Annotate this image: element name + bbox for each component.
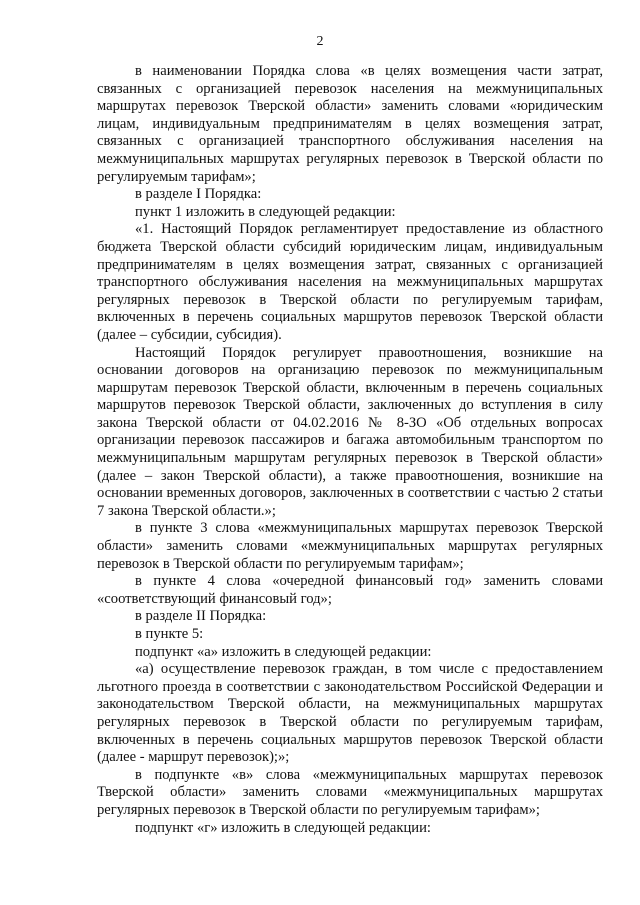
paragraph-section-1-heading: в разделе I Порядка: <box>135 186 262 203</box>
paragraph-title-amendment: в наименовании Порядка слова «в целях возмещения части затрат, связанных с организацией перевозок населения на межмуниципальных маршрутах перевозок Тверской области» заменить словами «юридическим лицам, индивидуальным предпринимателям в целях возмещения затрат, связанных с организацией транспортного обслуживания населения на межмуниципальных маршрутах регулярных перевозок в Тверской области по регулируемым тарифам»; <box>97 63 603 185</box>
document-body <box>97 63 603 837</box>
paragraph-legal-relations: Настоящий Порядок регулирует правоотношения, возникшие на основании договоров на организацию перевозок по межмуниципальным маршрутам перевозок Тверской области, включенным в перечень социальных маршрутов перевозок Тверской области, заключенных до вступления в силу закона Тверской области от 04.02.2016 № 8-ЗО «Об отдельных вопросах организации перевозок пассажиров и багажа автомобильным транспортом по межмуниципальным маршрутам регулярных перевозок в Тверской области» (далее – закон Тверской области), а также правоотношения, возникшие на основании временных договоров, заключенных в соответствии с частью 2 статьи 7 закона Тверской области.»; <box>97 344 603 519</box>
paragraph-item-4: в пункте 4 слова «очередной финансовый год» заменить словами «соответствующий финансовый год»; <box>97 573 603 607</box>
paragraph-subitem-g-intro: подпункт «г» изложить в следующей редакции: <box>135 819 431 836</box>
paragraph-subitem-v: в подпункте «в» слова «межмуниципальных маршрутах перевозок Тверской области» заменить словами «межмуниципальных маршрутах регулярных перевозок в Тверской области по регулируемым тарифам»; <box>97 766 603 818</box>
paragraph-section-2-heading: в разделе II Порядка: <box>135 608 267 625</box>
paragraph-item-3: в пункте 3 слова «межмуниципальных маршрутах перевозок Тверской области» заменить словами «межмуниципальных маршрутах регулярных перевозок в Тверской области по регулируемым тарифам»; <box>97 520 603 572</box>
paragraph-subitem-a-intro: подпункт «а» изложить в следующей редакции: <box>135 643 432 660</box>
paragraph-item-5-intro: в пункте 5: <box>135 626 204 642</box>
paragraph-item-1-intro: пункт 1 изложить в следующей редакции: <box>135 203 396 220</box>
paragraph-subitem-a-text: «а) осуществление перевозок граждан, в том числе с предоставлением льготного проезда в соответствии с законодательством Российской Федерации и законодательством Тверской области, на межмуниципальных маршрутах регулярных перевозок в Тверской области по регулируемым тарифам, включенных в перечень социальных маршрутов перевозок Тверской области (далее - маршрут перевозок);»; <box>97 661 603 766</box>
paragraph-item-1-text: «1. Настоящий Порядок регламентирует предоставление из областного бюджета Тверской области субсидий юридическим лицам, индивидуальным предпринимателям в целях возмещения затрат, связанных с организацией транспортного обслуживания населения на межмуниципальных маршрутах регулярных перевозок в Тверской области по регулируемым тарифам, включенных в перечень социальных маршрутов перевозок Тверской области (далее – субсидии, субсидия). <box>97 221 603 343</box>
page-number: 2 <box>316 34 324 49</box>
